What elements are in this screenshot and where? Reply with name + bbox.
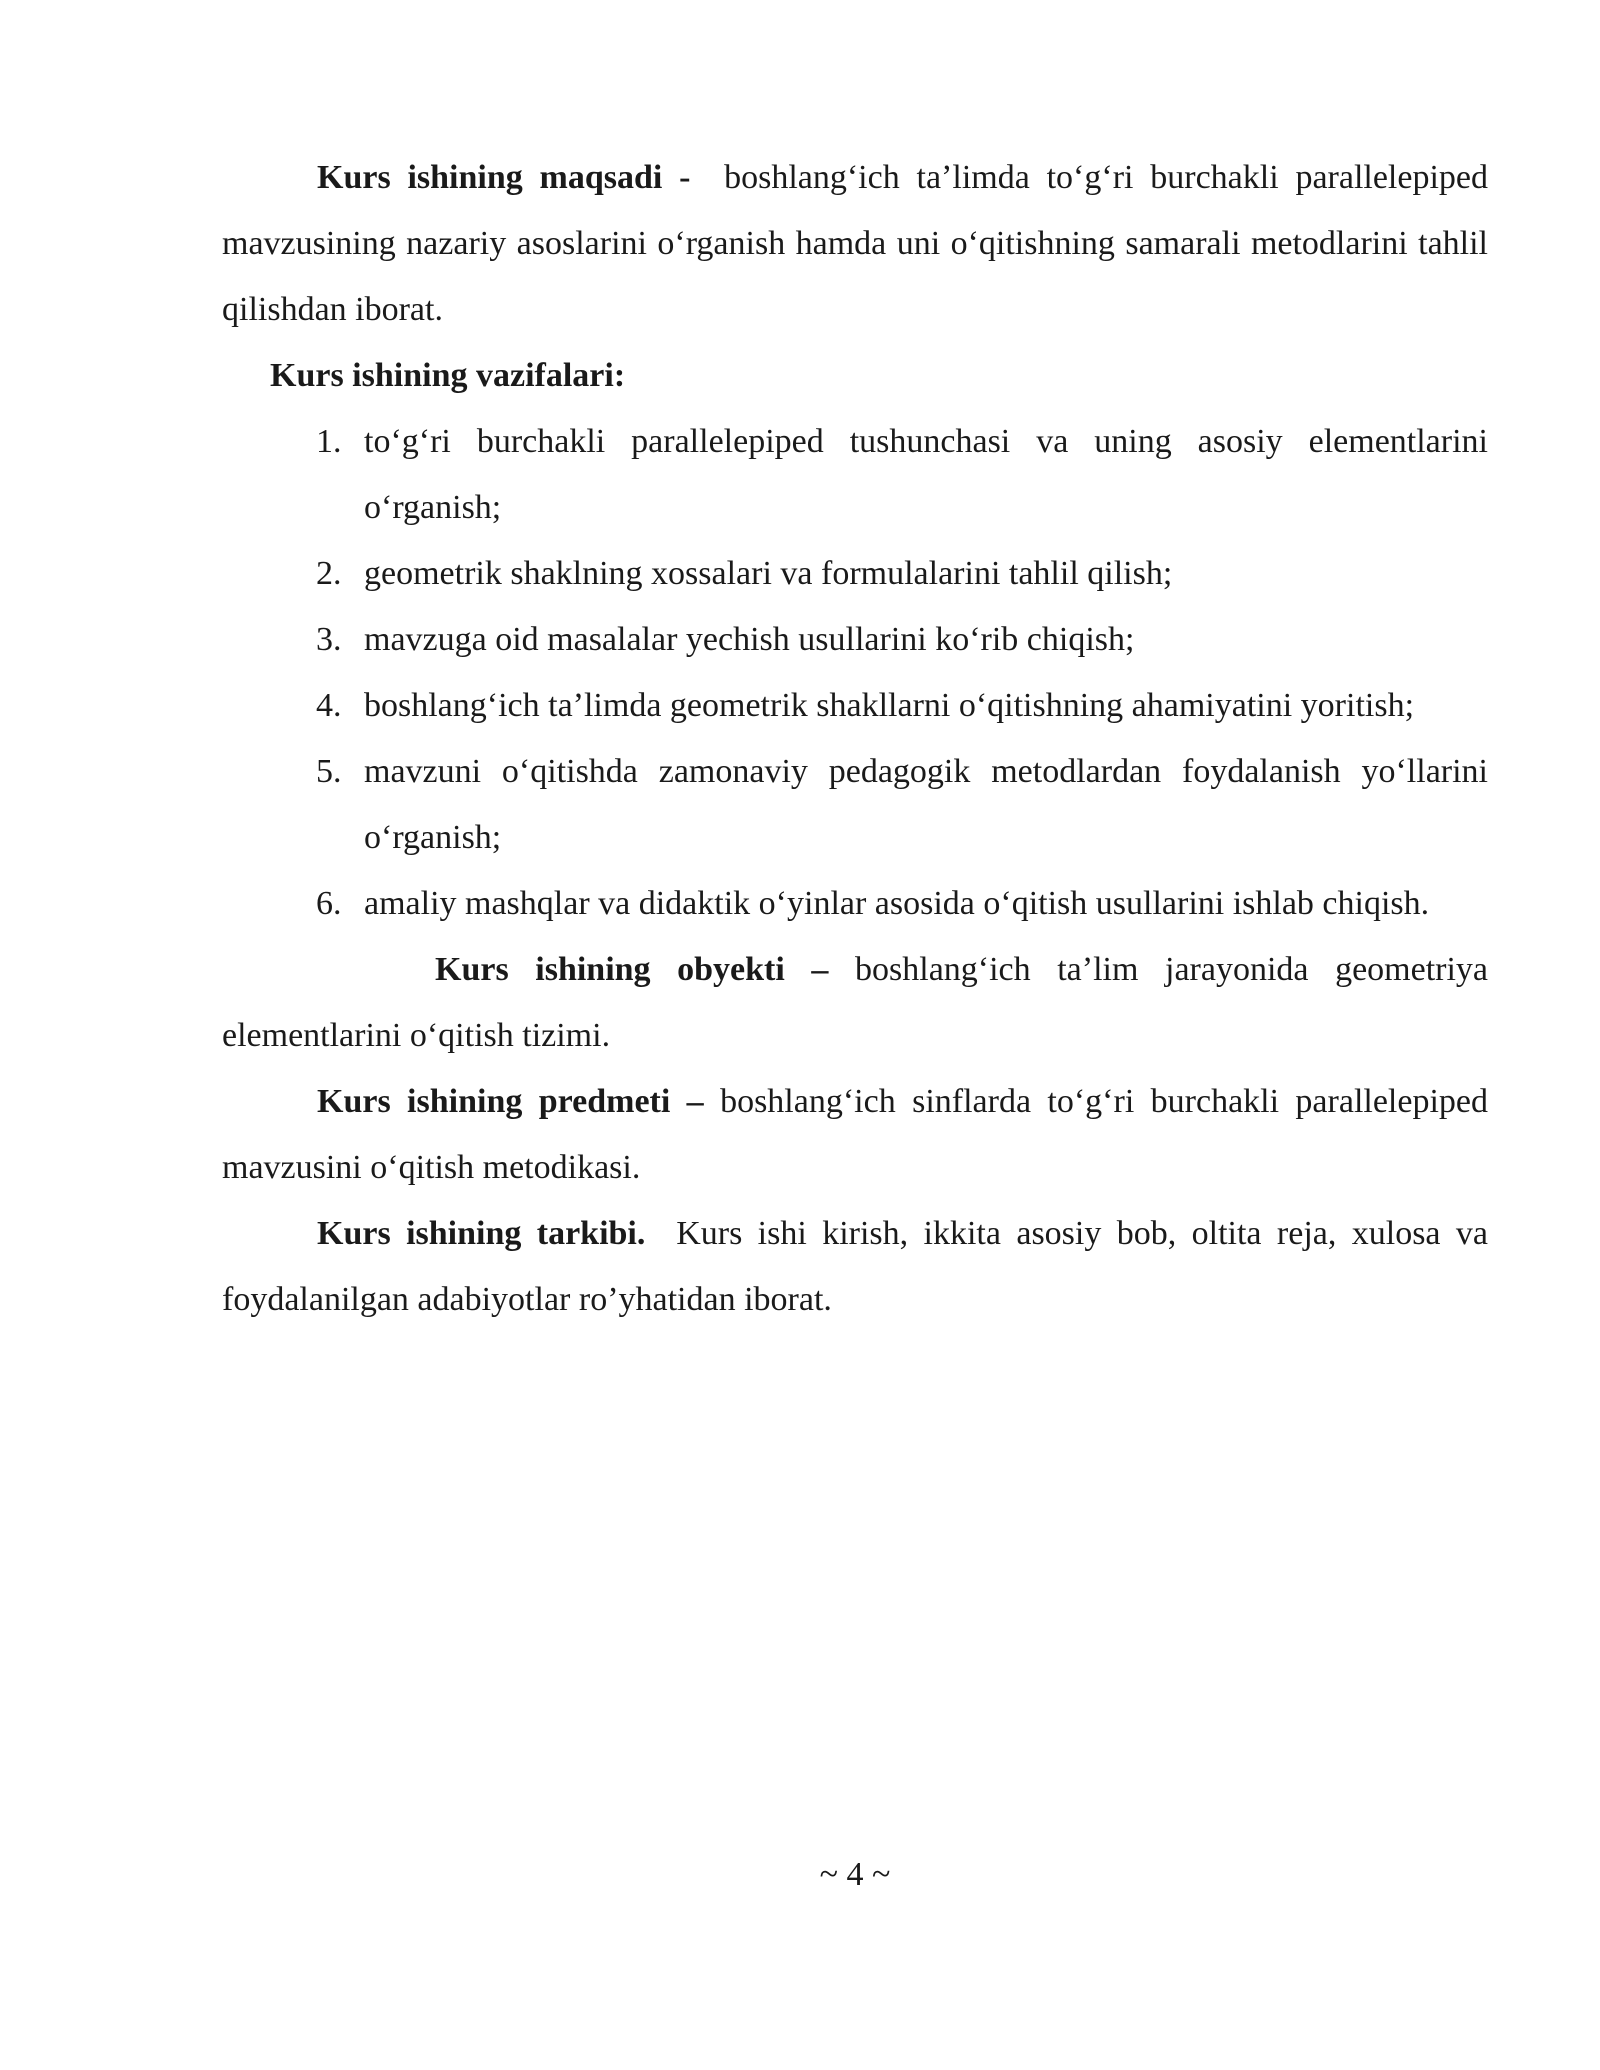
subject-paragraph bbox=[222, 1069, 1488, 1201]
list-item-text: amaliy mashqlar va didaktik oʻyinlar asosida oʻqitish usullarini ishlab chiqish. bbox=[364, 885, 1430, 922]
page-content bbox=[222, 145, 1488, 1333]
list-item bbox=[316, 541, 1488, 607]
tasks-list bbox=[222, 409, 1488, 937]
goal-paragraph bbox=[222, 145, 1488, 343]
list-item bbox=[316, 673, 1488, 739]
list-item bbox=[316, 409, 1488, 541]
subject-text: boshlangʻich sinflarda toʻgʻri burchakli parallelepiped mavzusini oʻqitish metodikasi. bbox=[222, 1083, 1488, 1186]
tasks-heading: Kurs ishining vazifalari: bbox=[270, 357, 626, 394]
list-item bbox=[316, 871, 1488, 937]
object-heading: Kurs ishining obyekti – bbox=[435, 951, 829, 988]
object-paragraph bbox=[222, 937, 1488, 1069]
list-item-text: boshlangʻich taʼlimda geometrik shakllarni oʻqitishning ahamiyatini yoritish; bbox=[364, 687, 1415, 724]
page-number: ~ 4 ~ bbox=[819, 1856, 891, 1893]
structure-heading: Kurs ishining tarkibi. bbox=[317, 1215, 646, 1252]
list-item-text: geometrik shaklning xossalari va formulalarini tahlil qilish; bbox=[364, 555, 1173, 592]
structure-paragraph bbox=[222, 1201, 1488, 1333]
list-item-text: mavzuni oʻqitishda zamonaviy pedagogik metodlardan foydalanish yoʻllarini oʻrganish; bbox=[364, 753, 1488, 856]
goal-heading: Kurs ishining maqsadi - bbox=[317, 159, 691, 196]
list-item bbox=[316, 607, 1488, 673]
list-item-text: mavzuga oid masalalar yechish usullarini koʻrib chiqish; bbox=[364, 621, 1135, 658]
subject-heading: Kurs ishining predmeti – bbox=[317, 1083, 704, 1120]
goal-text: boshlangʻich taʼlimda toʻgʻri burchakli parallelepiped mavzusining nazariy asoslarini oʻrganish hamda uni oʻqitishning samarali metodlarini tahlil qilishdan iborat. bbox=[222, 159, 1489, 328]
list-item-number: 6. bbox=[316, 885, 342, 922]
list-item-number: 2. bbox=[316, 555, 342, 592]
list-item-number: 3. bbox=[316, 621, 342, 658]
object-text: boshlangʻich taʼlim jarayonida geometriya elementlarini oʻqitish tizimi. bbox=[222, 951, 1489, 1054]
structure-text: Kurs ishi kirish, ikkita asosiy bob, oltita reja, xulosa va foydalanilgan adabiyotlar ro’yhatidan iborat. bbox=[222, 1215, 1489, 1318]
list-item-text: toʻgʻri burchakli parallelepiped tushunchasi va uning asosiy elementlarini oʻrganish; bbox=[364, 423, 1488, 526]
list-item-number: 1. bbox=[316, 423, 342, 460]
list-item-number: 5. bbox=[316, 753, 342, 790]
list-item-number: 4. bbox=[316, 687, 342, 724]
list-item bbox=[316, 739, 1488, 871]
tasks-heading-paragraph bbox=[222, 343, 1488, 409]
